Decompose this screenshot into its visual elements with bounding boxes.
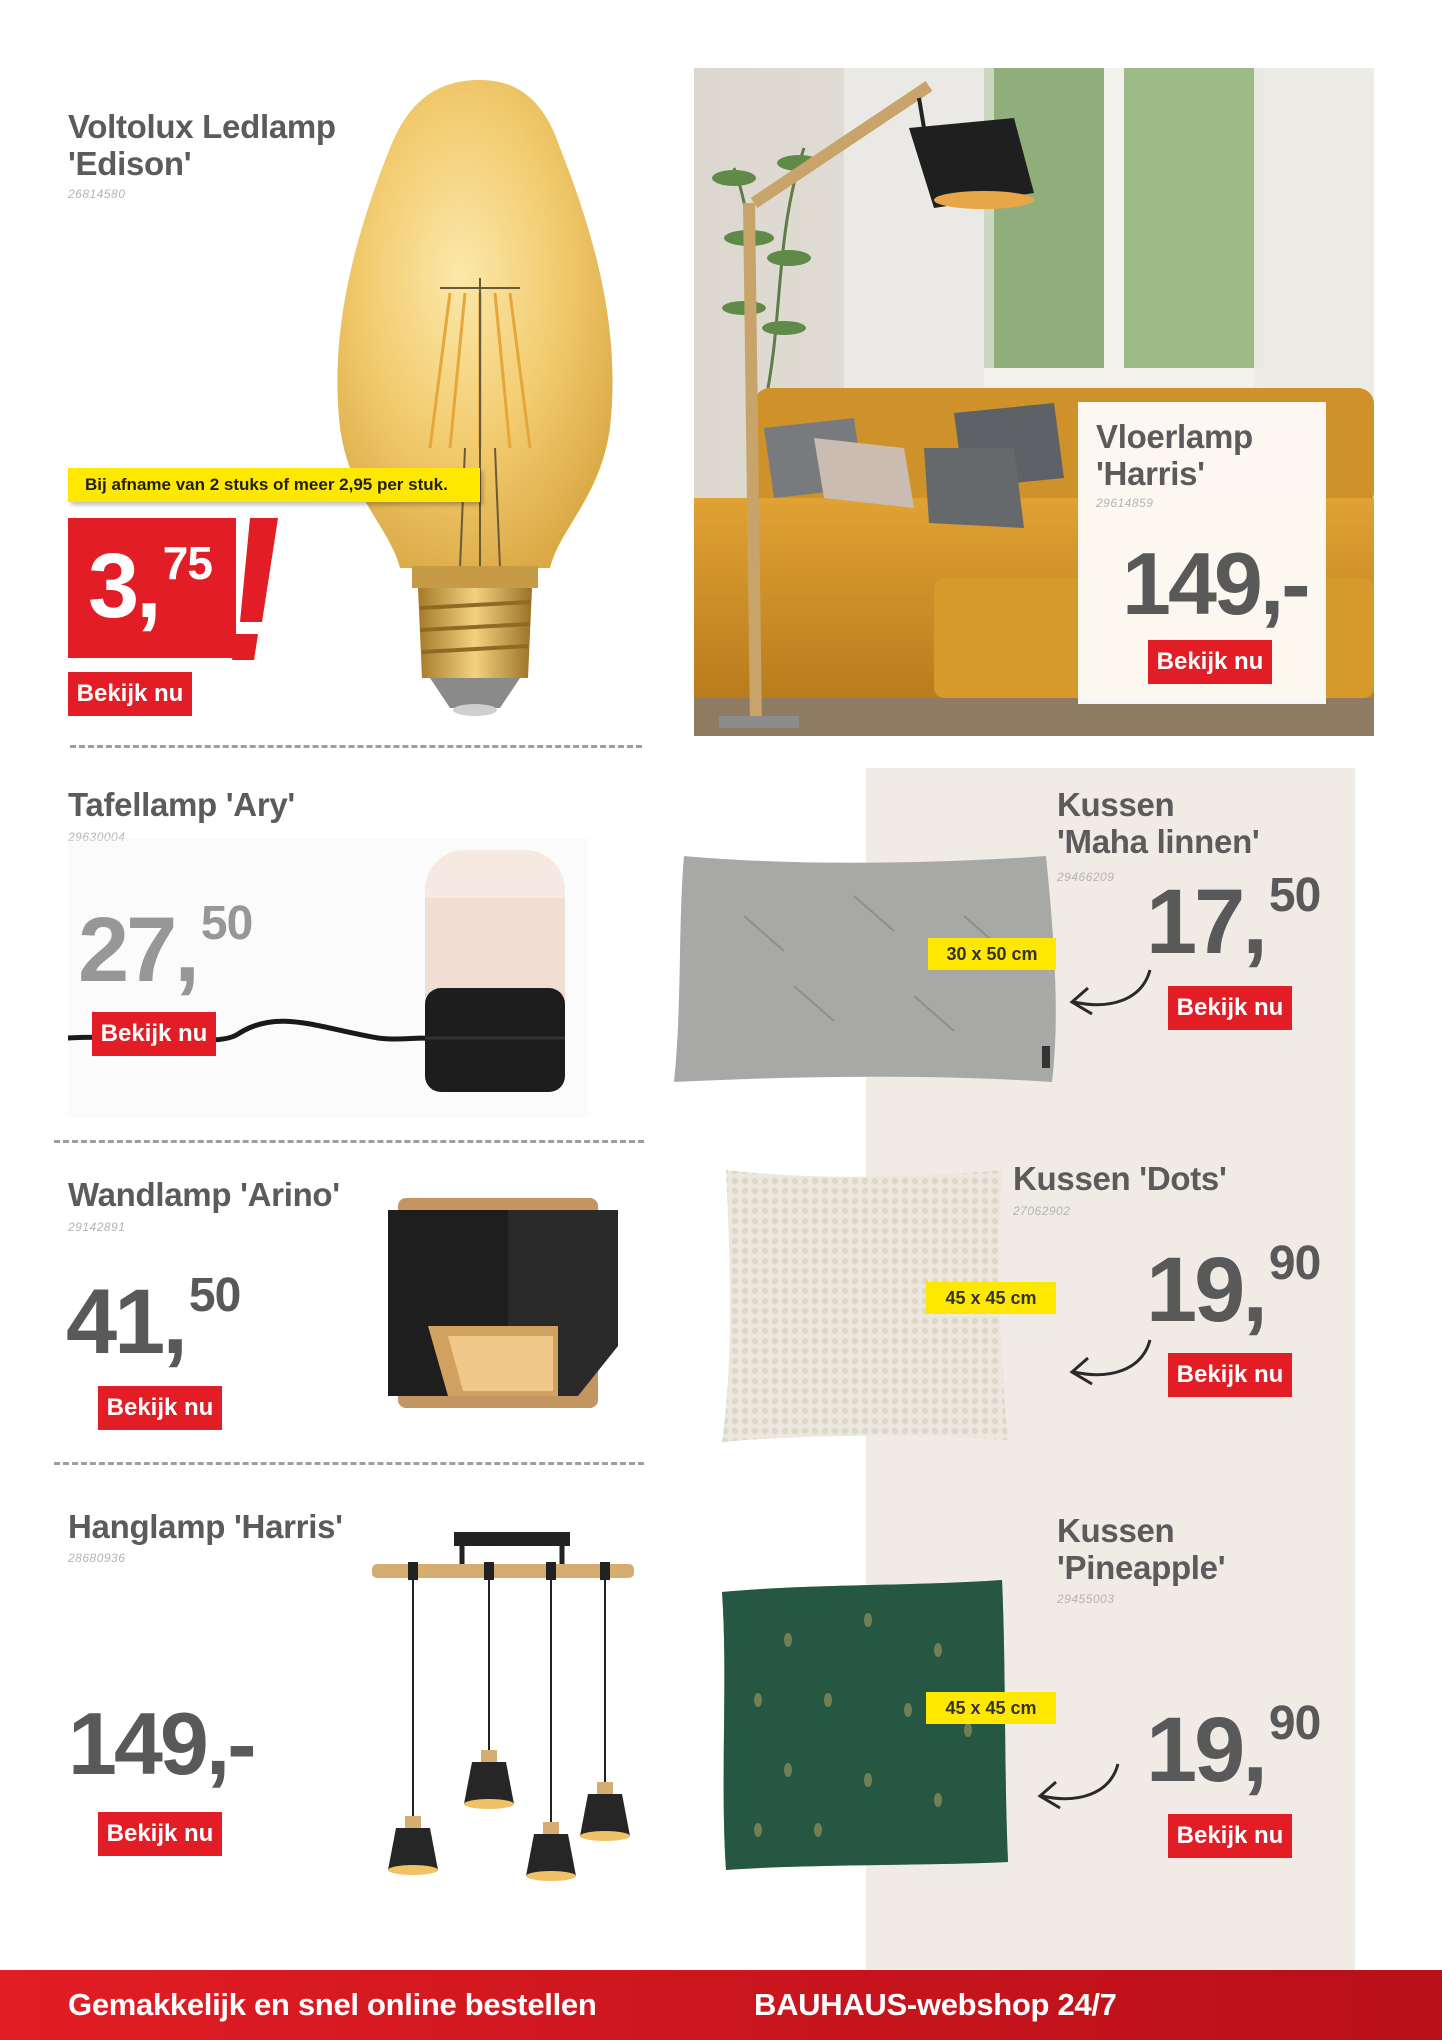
bekijk-nu-button-kussen-pineapple[interactable]: Bekijk nu — [1168, 1814, 1292, 1858]
price-vloerlamp: 149,- — [1122, 534, 1308, 633]
hanglamp-image — [368, 1530, 654, 1910]
kussen-maha-image — [674, 856, 1060, 1088]
sku-wandlamp: 29142891 — [68, 1220, 126, 1234]
bekijk-nu-button-kussen-dots[interactable]: Bekijk nu — [1168, 1353, 1292, 1397]
wandlamp-image — [388, 1196, 622, 1410]
sku-kussen-dots: 27062902 — [1013, 1204, 1071, 1218]
size-tag-pineapple: 45 x 45 cm — [926, 1692, 1056, 1724]
bekijk-nu-button-wandlamp[interactable]: Bekijk nu — [98, 1386, 222, 1430]
product-title-kussen-dots: Kussen 'Dots' — [1013, 1160, 1227, 1197]
price-edison-cents: 75 — [162, 537, 212, 589]
price-kussen-pineapple: 19, 90 — [1146, 1697, 1321, 1801]
exclamation-mark-icon — [232, 516, 282, 662]
size-tag-dots: 45 x 45 cm — [926, 1282, 1056, 1314]
arrow-icon-dots — [1066, 1336, 1156, 1396]
tafellamp-image — [68, 838, 588, 1118]
divider-1 — [70, 745, 642, 748]
sku-kussen-maha: 29466209 — [1057, 870, 1115, 884]
footer-webshop-link[interactable]: BAUHAUS-webshop 24/7 — [754, 1987, 1117, 2022]
product-title-vloerlamp: Vloerlamp 'Harris' — [1096, 418, 1253, 492]
footer-bar — [0, 1970, 1442, 2040]
product-title-kussen-maha: Kussen 'Maha linnen' — [1057, 786, 1260, 860]
arrow-icon-maha — [1066, 966, 1156, 1026]
price-wandlamp: 41, 50 — [66, 1269, 241, 1373]
sku-tafellamp: 29630004 — [68, 830, 126, 844]
sku-edison: 26814580 — [68, 187, 126, 201]
bekijk-nu-button-tafellamp[interactable]: Bekijk nu — [92, 1012, 216, 1056]
sku-hanglamp: 28680936 — [68, 1551, 126, 1565]
bekijk-nu-button-hanglamp[interactable]: Bekijk nu — [98, 1812, 222, 1856]
sku-vloerlamp: 29614859 — [1096, 496, 1154, 510]
promo-banner — [68, 468, 480, 502]
arrow-icon-pineapple — [1034, 1760, 1124, 1820]
product-title-hanglamp: Hanglamp 'Harris' — [68, 1508, 343, 1545]
footer-online-order-link[interactable]: Gemakkelijk en snel online bestellen — [68, 1987, 597, 2022]
price-kussen-dots: 19, 90 — [1146, 1237, 1321, 1341]
size-tag-maha: 30 x 50 cm — [928, 938, 1056, 970]
bekijk-nu-button-edison[interactable]: Bekijk nu — [68, 672, 192, 716]
product-title-kussen-pineapple: Kussen 'Pineapple' — [1057, 1512, 1226, 1586]
divider-3 — [54, 1462, 644, 1465]
price-kussen-maha: 17, 50 — [1146, 869, 1321, 973]
divider-2 — [54, 1140, 644, 1143]
price-hanglamp: 149,- — [68, 1694, 254, 1793]
edison-bulb-image — [330, 78, 620, 718]
kussen-pineapple-image — [718, 1580, 1008, 1870]
price-block-edison — [68, 518, 236, 658]
sku-kussen-pineapple: 29455003 — [1057, 1592, 1115, 1606]
bekijk-nu-button-vloerlamp[interactable]: Bekijk nu — [1148, 640, 1272, 684]
price-tafellamp: 27, 50 — [78, 897, 253, 1001]
price-edison-int: 3, — [88, 535, 159, 637]
product-title-tafellamp: Tafellamp 'Ary' — [68, 786, 295, 823]
product-title-wandlamp: Wandlamp 'Arino' — [68, 1176, 340, 1213]
product-title-edison: Voltolux Ledlamp 'Edison' — [68, 108, 336, 182]
promo-text: Bij afname van 2 stuks of meer 2,95 per stuk. — [85, 475, 448, 494]
bekijk-nu-button-kussen-maha[interactable]: Bekijk nu — [1168, 986, 1292, 1030]
